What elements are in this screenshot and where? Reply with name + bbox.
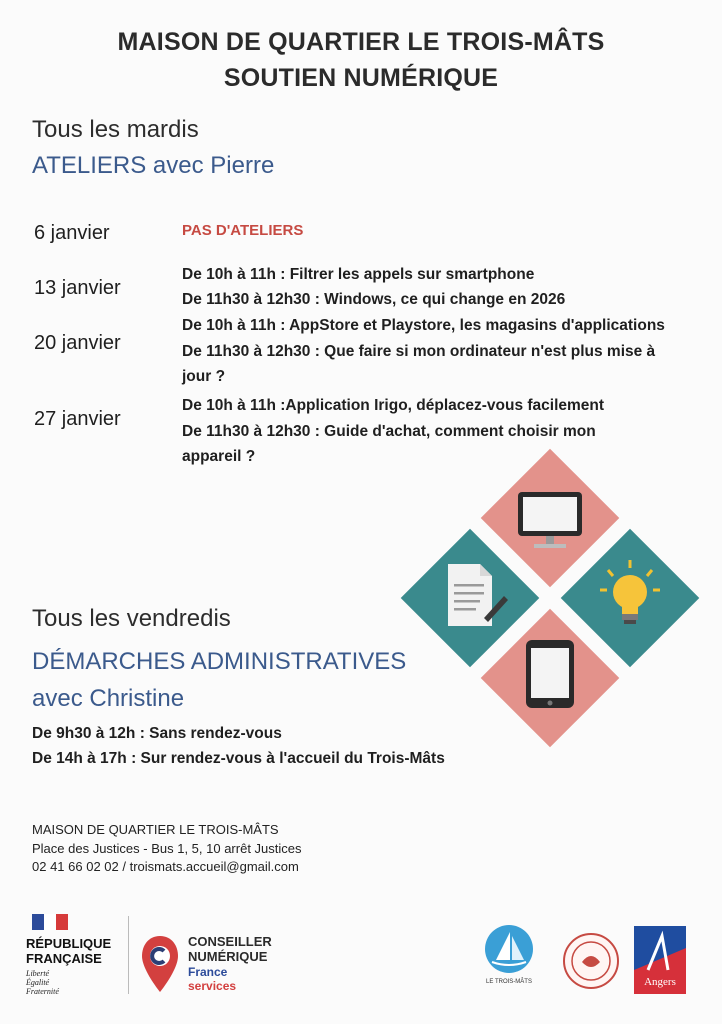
session-line: De 11h30 à 12h30 : Guide d'achat, comment choisir mon [182,423,596,440]
friday-with: avec Christine [32,685,185,712]
angers-logo: Angers [634,926,686,994]
friday-line: De 14h à 17h : Sur rendez-vous à l'accueil du Trois-Mâts [32,750,445,767]
date-13-janvier: 13 janvier [34,277,121,299]
address-street: Place des Justices - Bus 1, 5, 10 arrêt Justices [32,841,302,856]
location-pin-icon [140,934,180,994]
tuesday-subheading: ATELIERS avec Pierre [32,152,275,179]
session-line: De 11h30 à 12h30 : Windows, ce qui change en 2026 [182,291,566,308]
friday-line: De 9h30 à 12h : Sans rendez-vous [32,725,282,742]
address-name: MAISON DE QUARTIER LE TROIS-MÂTS [32,822,279,837]
lightbulb-icon [594,556,666,636]
tuesday-heading: Tous les mardis [32,116,199,143]
document-icon [438,560,510,632]
friday-subheading: DÉMARCHES ADMINISTRATIVES [32,648,407,675]
trois-mats-logo: LE TROIS-MÂTS [478,924,540,994]
session-line: De 10h à 11h : Filtrer les appels sur smartphone [182,266,535,283]
french-flag-icon [32,914,68,930]
date-20-janvier: 20 janvier [34,332,121,354]
session-line: jour ? [182,368,226,385]
date-27-janvier: 27 janvier [34,408,121,430]
monitor-icon [512,488,588,552]
session-line: De 10h à 11h :Application Irigo, déplacez-vous facilement [182,397,605,414]
page-title-line1: MAISON DE QUARTIER LE TROIS-MÂTS [117,28,605,56]
no-workshop-note: PAS D'ATELIERS [182,222,304,239]
session-line: De 10h à 11h : AppStore et Playstore, les magasins d'applications [182,317,665,334]
address-contact: 02 41 66 02 02 / troismats.accueil@gmail.com [32,859,299,874]
date-6-janvier: 6 janvier [34,222,110,244]
seal-logo [562,932,620,990]
session-line: De 11h30 à 12h30 : Que faire si mon ordinateur n'est plus mise à [182,343,656,360]
sailboat-icon [484,924,534,974]
friday-heading: Tous les vendredis [32,605,231,632]
page-title-line2: SOUTIEN NUMÉRIQUE [223,64,499,92]
session-line: appareil ? [182,448,256,465]
digital-services-illustration [400,448,700,748]
republique-francaise-logo: RÉPUBLIQUE FRANÇAISE Liberté Égalité Fraternité [24,914,128,1004]
conseiller-numerique-logo: CONSEILLER NUMÉRIQUE France services [138,932,278,1002]
tablet-icon [520,636,580,712]
logo-divider [128,916,129,994]
